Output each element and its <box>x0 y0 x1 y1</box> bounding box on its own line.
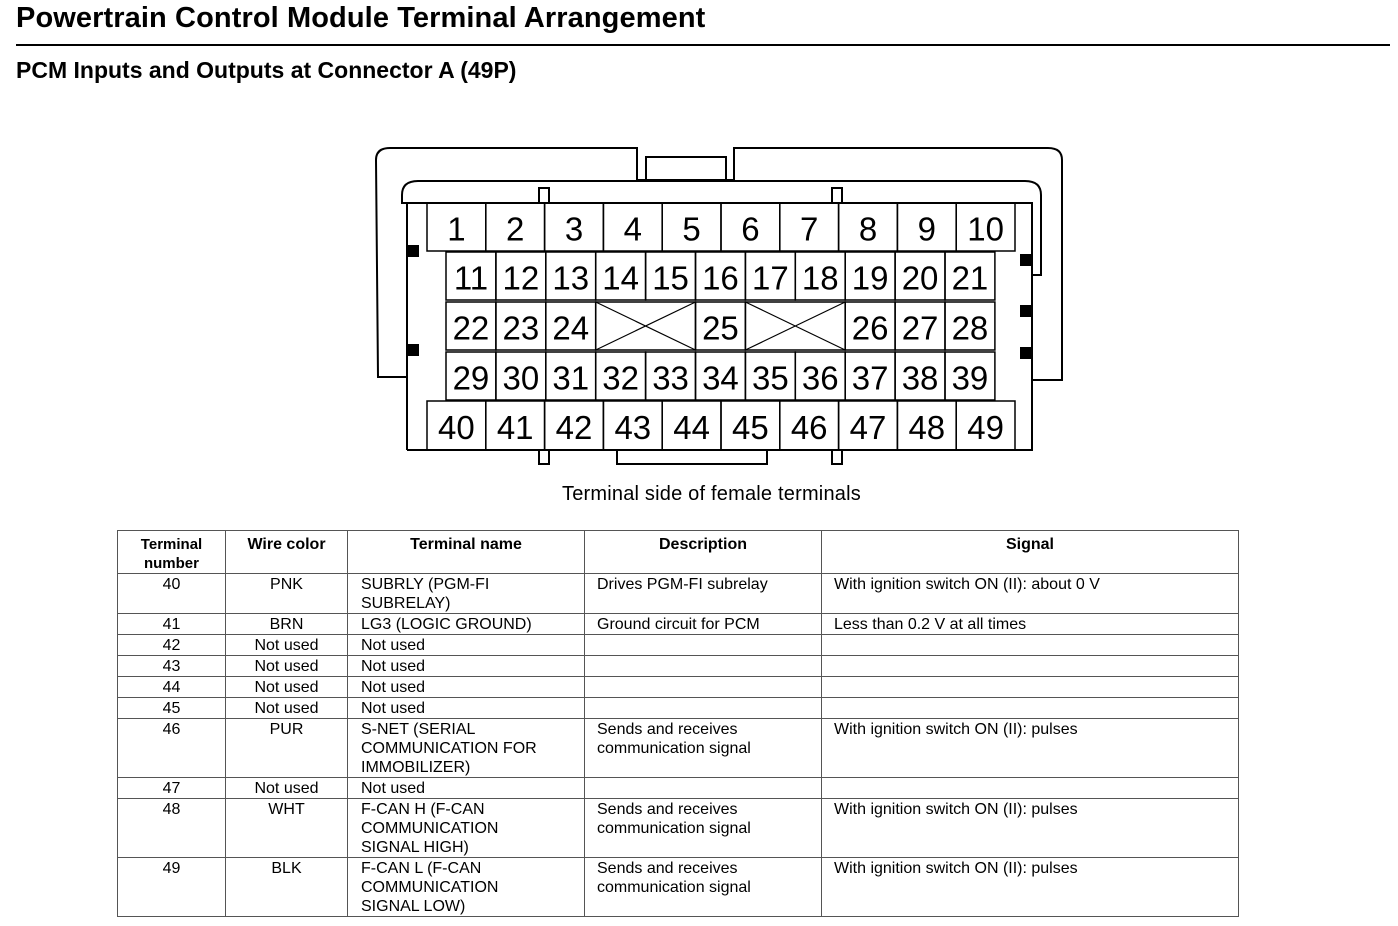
cell-signal <box>822 778 1239 799</box>
table-row <box>118 614 1239 635</box>
terminal-24: 24 <box>552 309 590 347</box>
cell-description <box>585 635 822 656</box>
cell-terminal-number: 48 <box>118 799 226 858</box>
terminal-15: 15 <box>652 259 689 297</box>
cell-terminal-name-line: COMMUNICATION FOR <box>361 740 537 757</box>
terminal-3: 3 <box>564 210 584 248</box>
terminal-28: 28 <box>951 309 989 347</box>
terminal-8: 8 <box>858 210 878 248</box>
cell-terminal-number: 46 <box>118 719 226 778</box>
terminal-11: 11 <box>453 259 489 297</box>
table-row <box>118 698 1239 719</box>
cell-signal <box>822 677 1239 698</box>
cell-description <box>585 858 822 917</box>
terminal-36: 36 <box>801 359 839 397</box>
terminal-48: 48 <box>908 409 946 446</box>
terminal-47: 47 <box>849 409 887 446</box>
table-body <box>118 574 1239 917</box>
cell-description-line: Sends and receives <box>597 860 738 877</box>
terminal-23: 23 <box>502 309 540 347</box>
terminal-5: 5 <box>682 210 701 248</box>
terminal-38: 38 <box>901 359 939 397</box>
table-row <box>118 574 1239 614</box>
cell-terminal-name-line: IMMOBILIZER) <box>361 759 471 776</box>
terminal-grid <box>427 203 1015 450</box>
table-row <box>118 656 1239 677</box>
cell-terminal-number: 43 <box>118 656 226 677</box>
cell-terminal-number: 44 <box>118 677 226 698</box>
cell-terminal-number: 49 <box>118 858 226 917</box>
cell-terminal-name-line: COMMUNICATION <box>361 820 499 837</box>
cell-terminal-name <box>348 719 585 778</box>
cell-terminal-name <box>348 656 585 677</box>
terminal-40: 40 <box>438 409 475 446</box>
cell-wire-color: Not used <box>226 778 348 799</box>
terminal-22: 22 <box>452 309 490 347</box>
terminal-43: 43 <box>614 409 652 446</box>
terminal-26: 26 <box>851 309 889 347</box>
cell-terminal-name-line: Not used <box>361 679 426 696</box>
cell-terminal-name <box>348 635 585 656</box>
cell-terminal-name-line: SUBRLY (PGM-FI <box>361 576 490 593</box>
terminal-32: 32 <box>602 359 640 397</box>
terminal-16: 16 <box>702 259 739 297</box>
cell-description <box>585 677 822 698</box>
empty-slot-2 <box>745 302 845 350</box>
cell-terminal-name <box>348 614 585 635</box>
cell-signal: With ignition switch ON (II): pulses <box>822 799 1239 858</box>
terminal-34: 34 <box>702 359 739 397</box>
terminal-21: 21 <box>951 259 989 297</box>
terminal-14: 14 <box>602 259 640 297</box>
empty-slot-1 <box>596 302 696 350</box>
cell-terminal-number: 41 <box>118 614 226 635</box>
cell-terminal-name-line: SIGNAL LOW) <box>361 898 466 915</box>
cell-signal <box>822 698 1239 719</box>
cell-signal: With ignition switch ON (II): pulses <box>822 858 1239 917</box>
cell-signal: Less than 0.2 V at all times <box>822 614 1239 635</box>
cell-wire-color: WHT <box>226 799 348 858</box>
cell-terminal-name <box>348 698 585 719</box>
terminal-46: 46 <box>790 409 828 446</box>
table-row <box>118 799 1239 858</box>
diagram-caption: Terminal side of female terminals <box>562 483 861 505</box>
cell-description-line: communication signal <box>597 879 751 896</box>
cell-signal: With ignition switch ON (II): about 0 V <box>822 574 1239 614</box>
cell-terminal-name-line: Not used <box>361 637 426 654</box>
header-description: Description <box>585 531 822 574</box>
table-row <box>118 635 1239 656</box>
cell-terminal-number: 45 <box>118 698 226 719</box>
cell-wire-color: PNK <box>226 574 348 614</box>
terminal-1: 1 <box>447 210 466 248</box>
terminal-45: 45 <box>732 409 769 446</box>
connector-housing <box>376 148 1062 464</box>
cell-wire-color: Not used <box>226 635 348 656</box>
cell-wire-color: Not used <box>226 656 348 677</box>
cell-description-line: communication signal <box>597 820 751 837</box>
cell-description-line: Sends and receives <box>597 721 738 738</box>
cell-signal: With ignition switch ON (II): pulses <box>822 719 1239 778</box>
cell-terminal-number: 40 <box>118 574 226 614</box>
cell-terminal-name <box>348 778 585 799</box>
cell-terminal-name-line: F-CAN L (F-CAN <box>361 860 482 877</box>
cell-wire-color: Not used <box>226 698 348 719</box>
terminal-42: 42 <box>555 409 593 446</box>
cell-wire-color: BLK <box>226 858 348 917</box>
terminal-4: 4 <box>623 210 642 248</box>
header-wire-color: Wire color <box>226 531 348 574</box>
cell-signal <box>822 635 1239 656</box>
cell-description <box>585 778 822 799</box>
cell-description-line: Sends and receives <box>597 801 738 818</box>
terminal-10: 10 <box>967 210 1004 248</box>
cell-description-line: communication signal <box>597 740 751 757</box>
cell-wire-color: PUR <box>226 719 348 778</box>
cell-description <box>585 656 822 677</box>
terminal-39: 39 <box>951 359 989 397</box>
cell-description-line: Ground circuit for PCM <box>597 616 760 633</box>
terminal-12: 12 <box>502 259 540 297</box>
cell-terminal-name-line: Not used <box>361 780 426 797</box>
terminal-33: 33 <box>652 359 689 397</box>
terminal-49: 49 <box>967 409 1004 446</box>
cell-terminal-name <box>348 574 585 614</box>
cell-terminal-name-line: SUBRELAY) <box>361 595 451 612</box>
terminal-19: 19 <box>851 259 889 297</box>
terminal-2: 2 <box>506 210 525 248</box>
terminal-41: 41 <box>496 409 534 446</box>
cell-terminal-name-line: SIGNAL HIGH) <box>361 839 469 856</box>
terminal-9: 9 <box>917 210 936 248</box>
terminal-29: 29 <box>452 359 490 397</box>
table-row <box>118 858 1239 917</box>
terminal-20: 20 <box>901 259 939 297</box>
header-terminal-number: Terminal number <box>118 531 226 574</box>
table-header-row <box>118 531 1239 574</box>
cell-terminal-name-line: Not used <box>361 700 426 717</box>
cell-terminal-name-line: LG3 (LOGIC GROUND) <box>361 616 532 633</box>
terminal-6: 6 <box>741 210 760 248</box>
terminal-30: 30 <box>502 359 540 397</box>
header-terminal-name: Terminal name <box>348 531 585 574</box>
terminal-27: 27 <box>901 309 939 347</box>
header-signal: Signal <box>822 531 1239 574</box>
page-subtitle: PCM Inputs and Outputs at Connector A (49P) <box>16 57 517 83</box>
cell-description <box>585 574 822 614</box>
cell-description <box>585 698 822 719</box>
cell-description-line: Drives PGM-FI subrelay <box>597 576 768 593</box>
cell-terminal-name-line: Not used <box>361 658 426 675</box>
cell-signal <box>822 656 1239 677</box>
cell-terminal-name-line: COMMUNICATION <box>361 879 499 896</box>
terminal-37: 37 <box>851 359 889 397</box>
terminal-17: 17 <box>751 259 789 297</box>
cell-wire-color: Not used <box>226 677 348 698</box>
table-row <box>118 677 1239 698</box>
cell-description <box>585 614 822 635</box>
cell-terminal-name <box>348 677 585 698</box>
terminal-35: 35 <box>751 359 789 397</box>
page-title: Powertrain Control Module Terminal Arrangement <box>16 2 706 34</box>
terminal-25: 25 <box>702 309 739 347</box>
cell-terminal-name-line: S-NET (SERIAL <box>361 721 476 738</box>
terminal-7: 7 <box>800 210 819 248</box>
cell-description <box>585 719 822 778</box>
cell-terminal-number: 42 <box>118 635 226 656</box>
cell-wire-color: BRN <box>226 614 348 635</box>
cell-terminal-number: 47 <box>118 778 226 799</box>
cell-terminal-name <box>348 799 585 858</box>
cell-terminal-name-line: F-CAN H (F-CAN <box>361 801 485 818</box>
terminal-13: 13 <box>552 259 590 297</box>
terminal-18: 18 <box>801 259 839 297</box>
cell-description <box>585 799 822 858</box>
table-row <box>118 778 1239 799</box>
terminal-44: 44 <box>673 409 710 446</box>
cell-terminal-name <box>348 858 585 917</box>
terminal-table <box>117 530 1239 917</box>
table-row <box>118 719 1239 778</box>
terminal-31: 31 <box>552 359 590 397</box>
